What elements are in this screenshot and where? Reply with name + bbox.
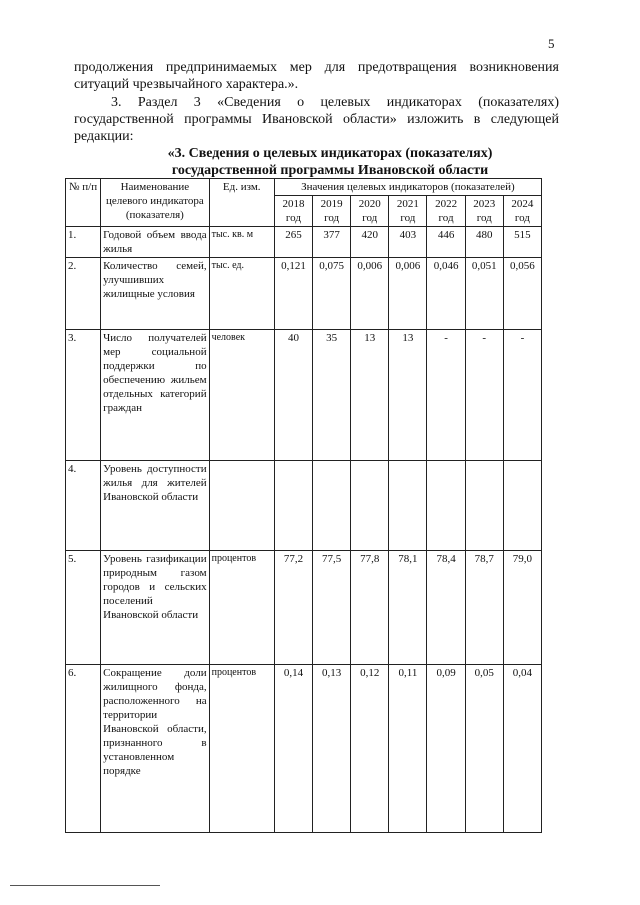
row-value: 0,006 [351, 258, 389, 330]
row-value: 77,2 [274, 551, 312, 665]
row-value: 77,5 [313, 551, 351, 665]
row-value [313, 461, 351, 551]
row-value: 13 [351, 330, 389, 461]
table-row [66, 551, 542, 665]
row-value [427, 461, 465, 551]
indicators-table [65, 178, 542, 833]
table-header-row [66, 179, 542, 196]
header-year: 2020 год [351, 196, 389, 227]
table-row [66, 461, 542, 551]
row-unit: процентов [209, 551, 274, 665]
row-value: 0,05 [465, 665, 503, 833]
row-value: 420 [351, 227, 389, 258]
row-value: 35 [313, 330, 351, 461]
row-value: 0,13 [313, 665, 351, 833]
row-value: - [503, 330, 541, 461]
header-year: 2023 год [465, 196, 503, 227]
row-value: 0,121 [274, 258, 312, 330]
row-num: 2. [66, 258, 101, 330]
paragraph-amendment: 3. Раздел 3 «Сведения о целевых индикаторах (показателях) государственной программы Ивановской области» изложить в следующей редакции: [74, 95, 559, 144]
row-value: 40 [274, 330, 312, 461]
row-value: 78,4 [427, 551, 465, 665]
header-name: Наименование целевого индикатора (показателя) [101, 179, 209, 227]
table-row [66, 665, 542, 833]
row-num: 3. [66, 330, 101, 461]
row-value: 265 [274, 227, 312, 258]
row-value: 403 [389, 227, 427, 258]
row-value: 0,006 [389, 258, 427, 330]
row-value: 446 [427, 227, 465, 258]
row-num: 1. [66, 227, 101, 258]
row-value: 78,7 [465, 551, 503, 665]
row-name: Уровень доступности жилья для жителей Ивановской области [101, 461, 209, 551]
paragraph-continuation: продолжения предпринимаемых мер для предотвращения возникновения ситуаций чрезвычайного характера.». [74, 60, 559, 92]
row-name: Сокращение доли жилищного фонда, расположенного на территории Ивановской области, признанного в установленном порядке [101, 665, 209, 833]
row-value: 0,12 [351, 665, 389, 833]
row-value [351, 461, 389, 551]
header-values: Значения целевых индикаторов (показателей) [274, 179, 541, 196]
row-value: 13 [389, 330, 427, 461]
page-number: 5 [548, 36, 555, 51]
header-year: 2018 год [274, 196, 312, 227]
row-value: 0,046 [427, 258, 465, 330]
row-num: 4. [66, 461, 101, 551]
section-title-line2: государственной программы Ивановской области [171, 163, 489, 178]
table-row [66, 258, 542, 330]
row-unit: тыс. кв. м [209, 227, 274, 258]
row-unit [209, 461, 274, 551]
row-value: - [427, 330, 465, 461]
row-value [274, 461, 312, 551]
header-year: 2019 год [313, 196, 351, 227]
row-value: 0,14 [274, 665, 312, 833]
row-value: 0,11 [389, 665, 427, 833]
footer-divider [10, 885, 160, 886]
row-value [465, 461, 503, 551]
row-value: 0,051 [465, 258, 503, 330]
row-unit: процентов [209, 665, 274, 833]
row-value: - [465, 330, 503, 461]
row-value: 0,04 [503, 665, 541, 833]
row-num: 5. [66, 551, 101, 665]
row-value: 515 [503, 227, 541, 258]
row-value: 77,8 [351, 551, 389, 665]
row-value: 79,0 [503, 551, 541, 665]
row-value: 78,1 [389, 551, 427, 665]
row-unit: человек [209, 330, 274, 461]
table-row [66, 330, 542, 461]
row-num: 6. [66, 665, 101, 833]
row-name: Годовой объем ввода жилья [101, 227, 209, 258]
row-name: Количество семей, улучшивших жилищные условия [101, 258, 209, 330]
header-num: № п/п [66, 179, 101, 227]
row-name: Число получателей мер социальной поддержки по обеспечению жильем отдельных категорий граждан [101, 330, 209, 461]
row-value: 0,09 [427, 665, 465, 833]
row-unit: тыс. ед. [209, 258, 274, 330]
row-value [503, 461, 541, 551]
row-value [389, 461, 427, 551]
row-name: Уровень газификации природным газом городов и сельских поселений Ивановской области [101, 551, 209, 665]
header-year: 2022 год [427, 196, 465, 227]
section-title [100, 145, 560, 179]
row-value: 480 [465, 227, 503, 258]
row-value: 0,056 [503, 258, 541, 330]
header-unit: Ед. изм. [209, 179, 274, 227]
row-value: 377 [313, 227, 351, 258]
table-row [66, 227, 542, 258]
header-year: 2021 год [389, 196, 427, 227]
row-value: 0,075 [313, 258, 351, 330]
header-year: 2024 год [503, 196, 541, 227]
section-title-line1: «3. Сведения о целевых индикаторах (показателях) [167, 146, 493, 161]
